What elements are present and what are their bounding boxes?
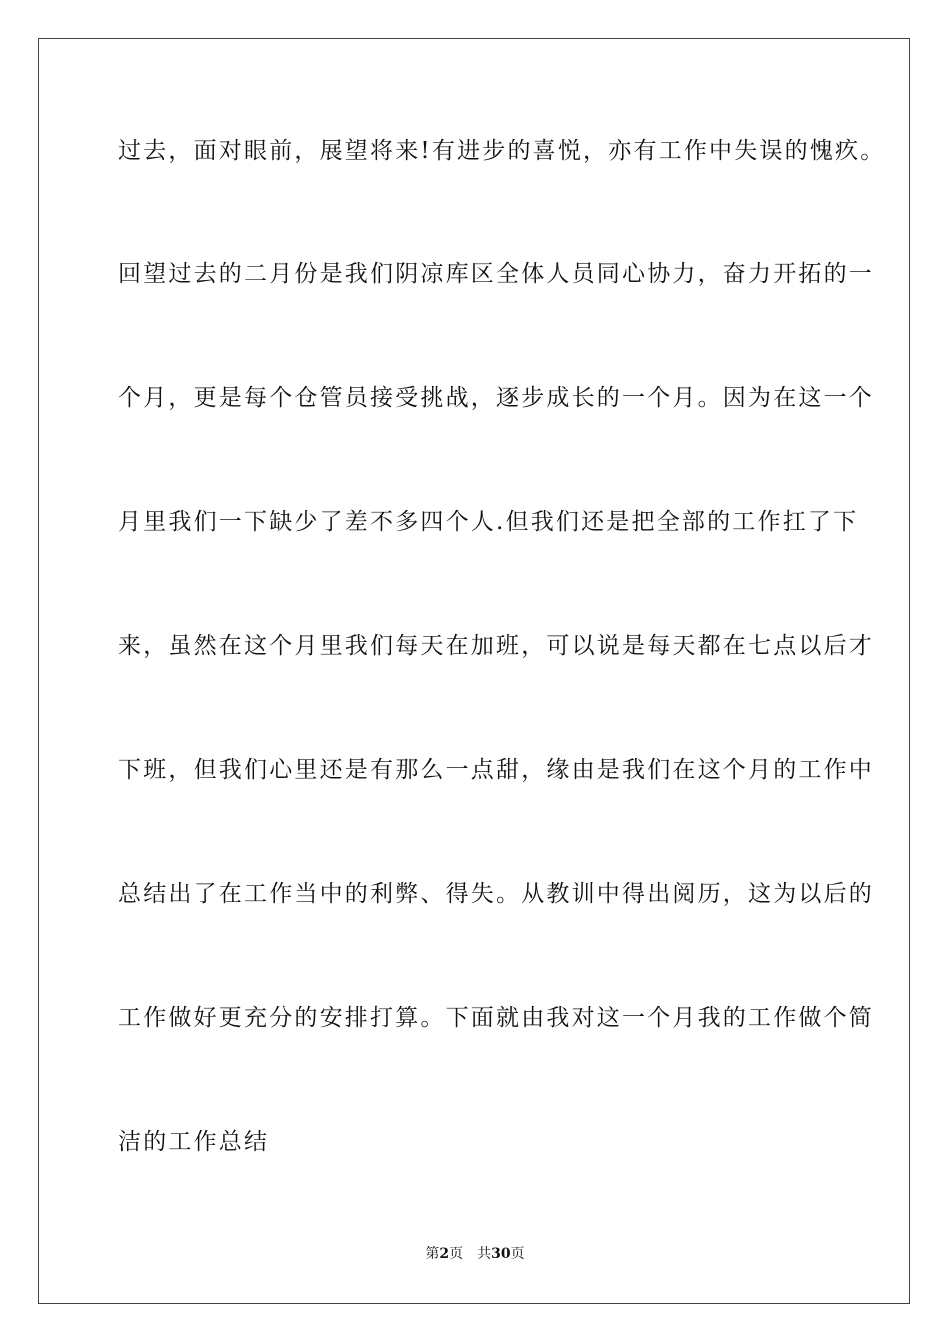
text-line-9: 洁的工作总结 [118, 1129, 270, 1155]
text-line-3: 个月，更是每个仓管员接受挑战，逐步成长的一个月。因为在这一个 [118, 385, 874, 411]
page-border [38, 38, 910, 1304]
total-prefix: 共 [477, 1246, 492, 1262]
text-line-4: 月里我们一下缺少了差不多四个人.但我们还是把全部的工作扛了下 [118, 509, 859, 535]
page-footer [0, 1245, 950, 1263]
total-pages: 30 [491, 1246, 511, 1262]
text-line-8: 工作做好更充分的安排打算。下面就由我对这一个月我的工作做个简 [118, 1005, 874, 1031]
page-number: 2 [439, 1246, 450, 1262]
text-line-7: 总结出了在工作当中的利弊、得失。从教训中得出阅历，这为以后的 [118, 881, 874, 907]
text-line-6: 下班，但我们心里还是有那么一点甜，缘由是我们在这个月的工作中 [118, 757, 874, 783]
text-line-2: 回望过去的二月份是我们阴凉库区全体人员同心协力，奋力开拓的一 [118, 261, 874, 287]
page-suffix: 页 [449, 1246, 464, 1262]
text-line-5: 来，虽然在这个月里我们每天在加班，可以说是每天都在七点以后才 [118, 633, 874, 659]
total-suffix: 页 [510, 1246, 525, 1262]
text-line-1: 过去，面对眼前，展望将来!有进步的喜悦，亦有工作中失误的愧疚。 [118, 138, 886, 164]
page-prefix: 第 [425, 1246, 440, 1262]
